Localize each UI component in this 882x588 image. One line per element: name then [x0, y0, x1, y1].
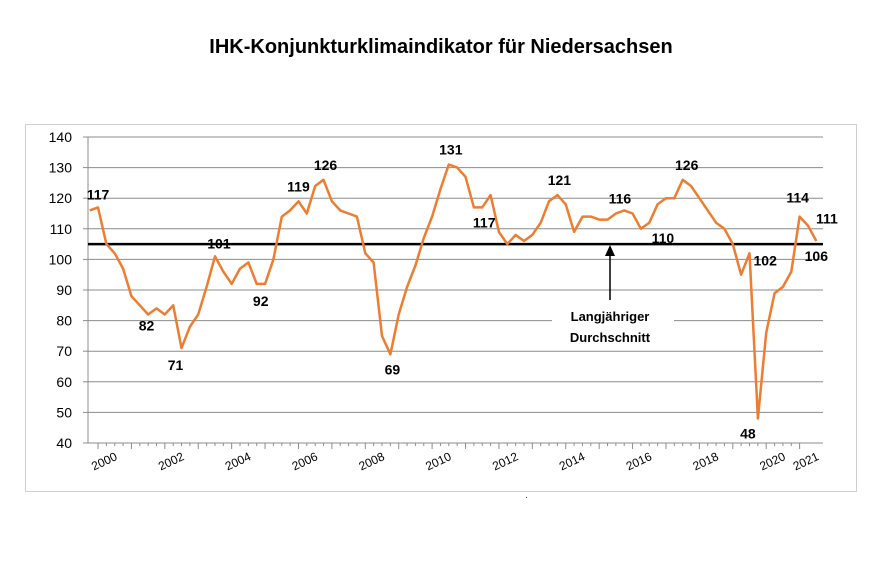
data-label-48: 48: [740, 425, 756, 442]
chart-title: IHK-Konjunkturklimaindikator für Niedersachsen: [209, 36, 673, 58]
y-axis: [49, 129, 88, 451]
x-tick-label-2010: 2010: [423, 449, 454, 474]
y-tick-label-120: 120: [48, 190, 72, 207]
data-label-126: 126: [675, 156, 699, 173]
data-label-116: 116: [608, 190, 632, 207]
y-tick-label-60: 60: [56, 373, 72, 390]
data-label-71: 71: [167, 357, 184, 374]
data-label-117: 117: [86, 186, 110, 203]
y-tick-label-70: 70: [56, 343, 72, 360]
annotation-line-2: Durchschnitt: [569, 330, 651, 345]
data-label-82: 82: [138, 317, 155, 334]
data-label-110: 110: [651, 229, 675, 246]
data-label-92: 92: [252, 292, 269, 309]
x-tick-label-2018: 2018: [690, 449, 721, 474]
x-tick-label-2008: 2008: [356, 449, 387, 474]
y-tick-label-50: 50: [56, 404, 72, 421]
data-label-119: 119: [287, 178, 310, 195]
data-label-131: 131: [439, 141, 463, 158]
stray-dot: .: [525, 490, 528, 501]
x-tick-label-2006: 2006: [289, 449, 320, 474]
x-tick-label-2012: 2012: [490, 449, 521, 474]
data-label-121: 121: [547, 172, 572, 189]
x-tick-label-2021: 2021: [790, 449, 821, 474]
data-label-101: 101: [207, 235, 231, 252]
data-label-102: 102: [753, 252, 777, 269]
data-label-111: 111: [815, 210, 838, 227]
y-tick-label-110: 110: [49, 220, 72, 237]
arrow-head-icon: [605, 245, 615, 256]
data-labels: [87, 142, 838, 442]
data-label-69: 69: [384, 361, 401, 378]
x-axis: [88, 443, 823, 473]
x-tick-label-2020: 2020: [757, 449, 788, 474]
data-label-126: 126: [313, 156, 338, 173]
x-tick-label-2004: 2004: [222, 449, 254, 474]
x-tick-label-2014: 2014: [557, 449, 588, 474]
series-line-ihk-indicator: [90, 165, 817, 419]
data-label-106: 106: [804, 248, 828, 265]
data-label-117: 117: [472, 214, 496, 231]
annotation-line-1: Langjähriger: [570, 309, 650, 324]
y-tick-label-100: 100: [48, 251, 72, 268]
x-tick-label-2016: 2016: [623, 449, 654, 474]
x-tick-label-2000: 2000: [89, 449, 120, 474]
x-tick-label-2002: 2002: [156, 449, 187, 474]
y-tick-label-140: 140: [48, 129, 72, 145]
data-label-114: 114: [786, 189, 809, 206]
y-tick-label-90: 90: [56, 282, 72, 298]
y-tick-label-80: 80: [56, 312, 72, 329]
y-tick-label-130: 130: [48, 159, 72, 176]
y-tick-label-40: 40: [56, 435, 72, 451]
gridlines: [88, 137, 823, 443]
average-annotation: [552, 245, 674, 350]
